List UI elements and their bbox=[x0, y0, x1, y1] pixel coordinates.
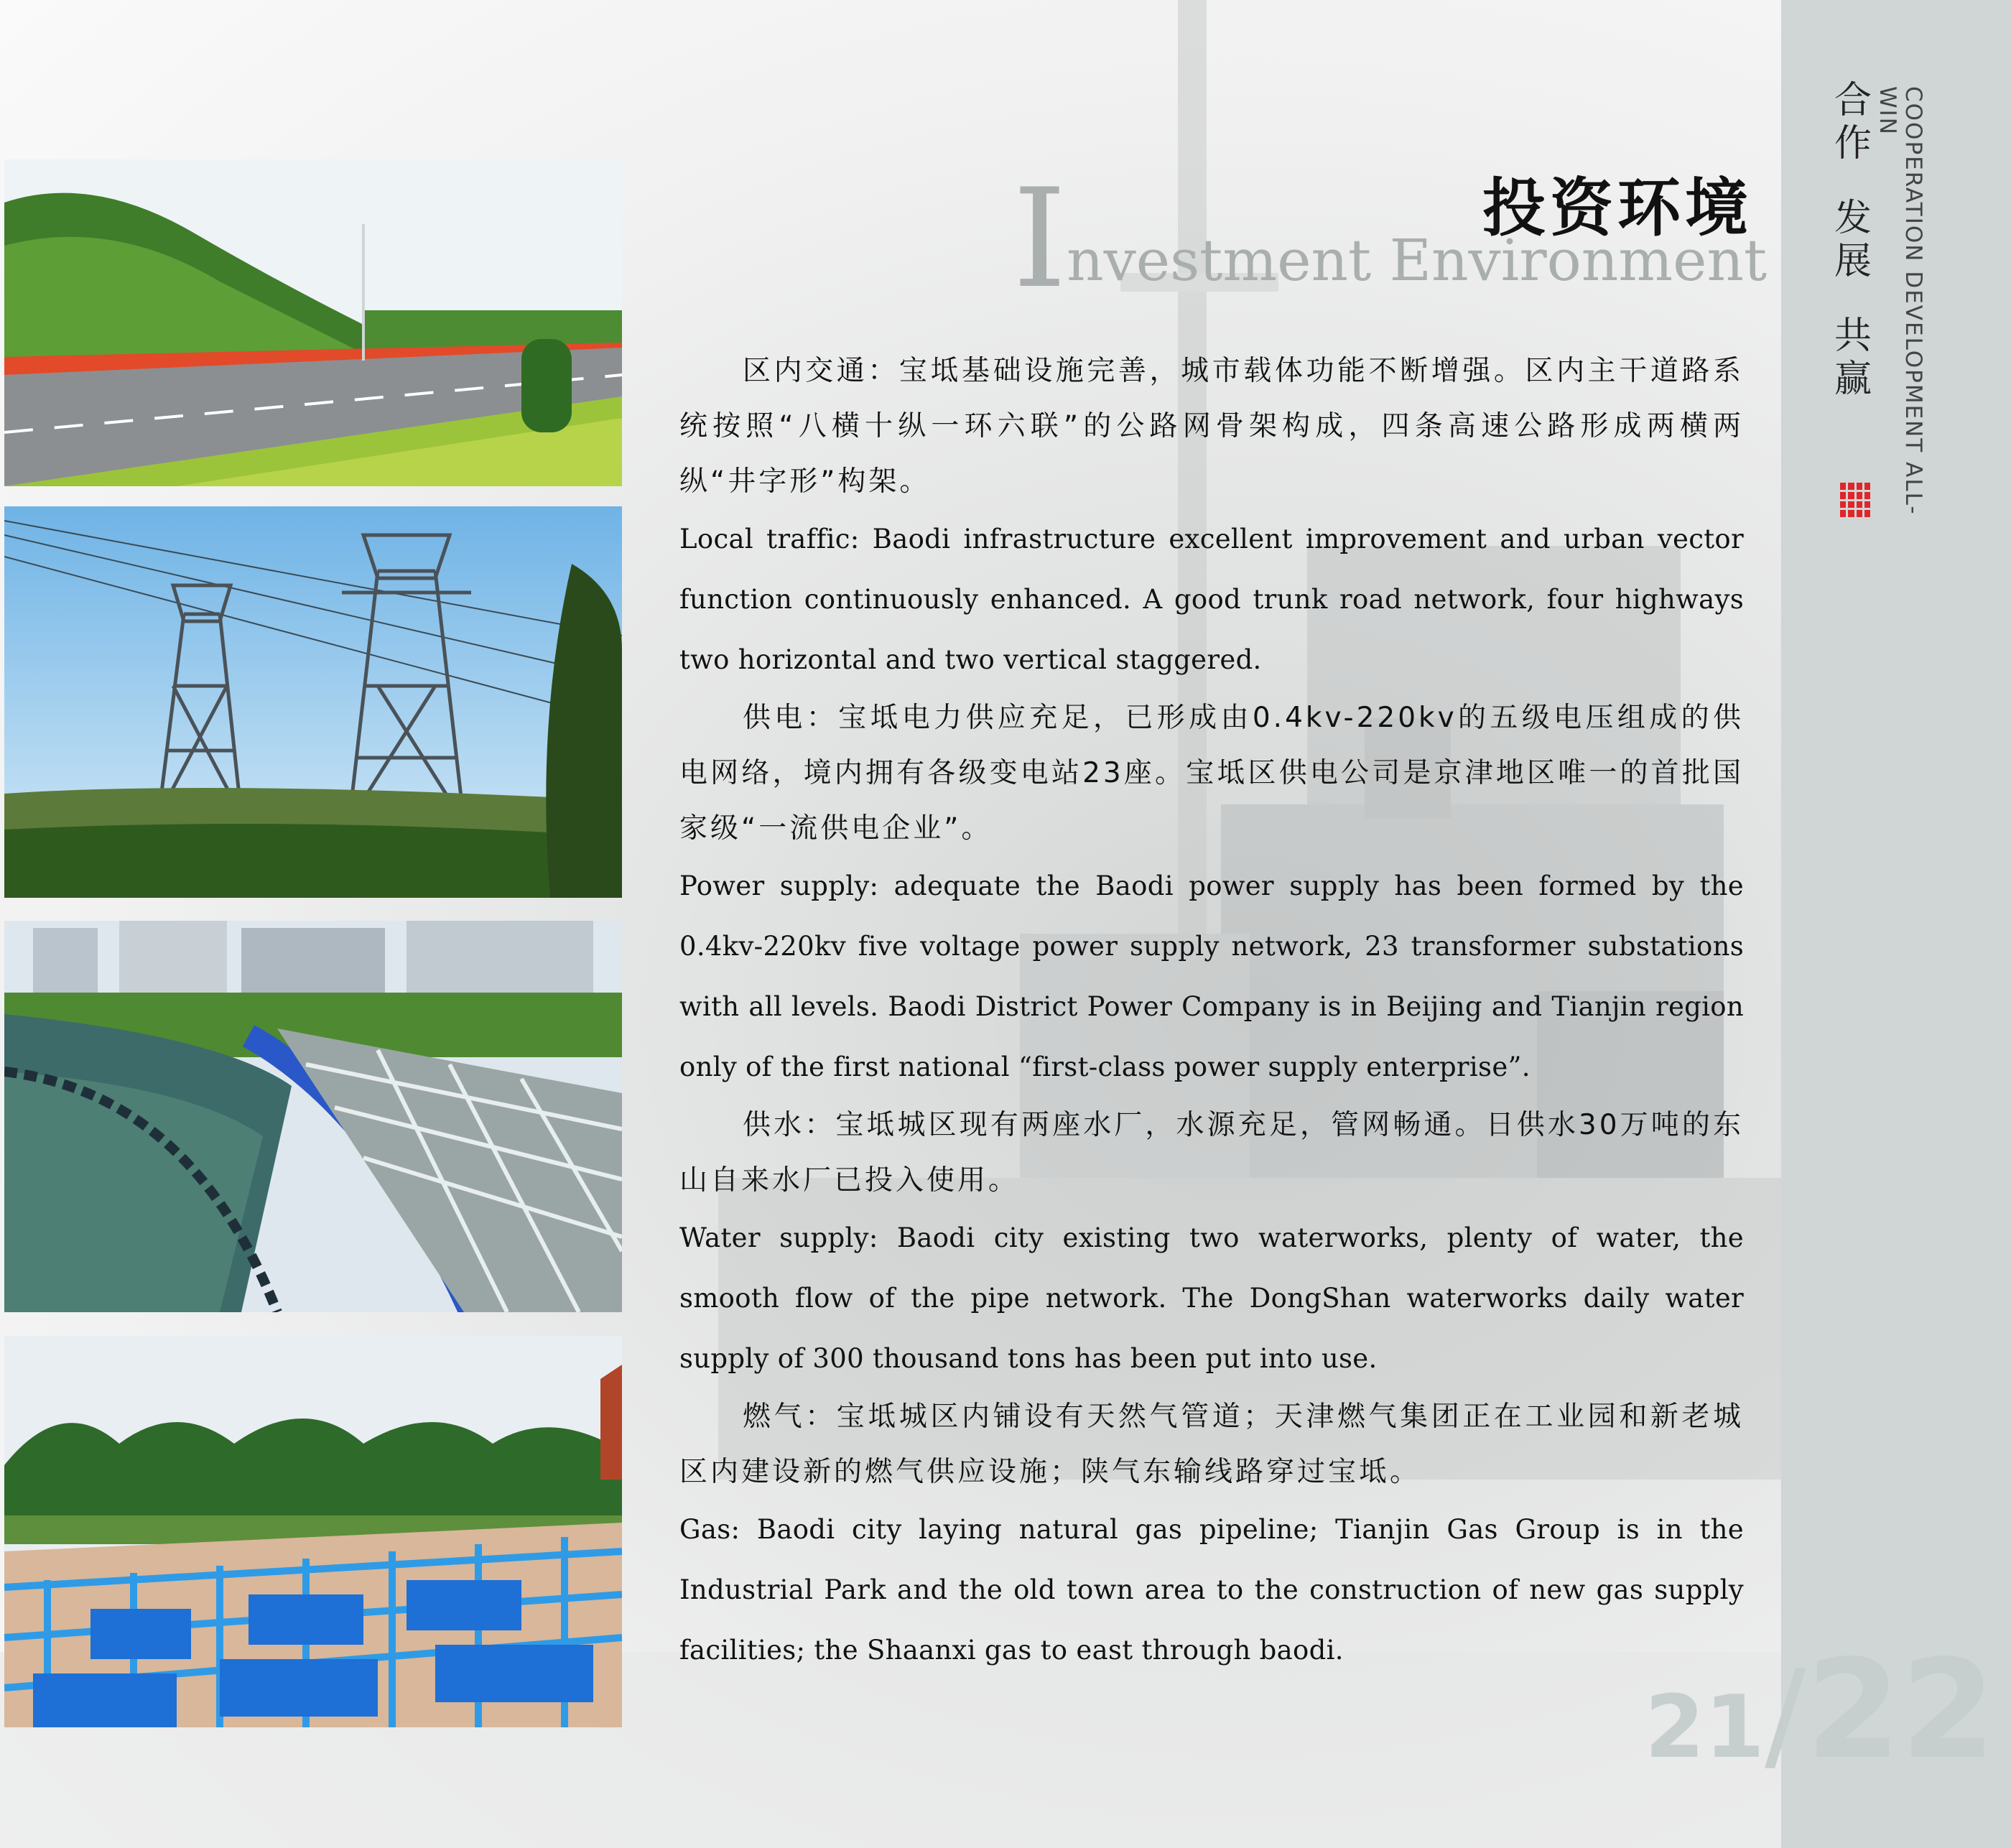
slogan-char: 展 bbox=[1834, 240, 1872, 283]
page-number bbox=[1645, 1630, 1996, 1789]
sidebar-slogan-cn bbox=[1830, 79, 1876, 401]
slogan-char: 合 bbox=[1834, 79, 1872, 122]
traffic-paragraph-cn: 区内交通：宝坻基础设施完善，城市载体功能不断增强。区内主干道路系统按照“八横十纵一环六联”的公路网骨架构成，四条高速公路形成两横两纵“井字形”构架。 bbox=[679, 355, 1744, 498]
page-title-en bbox=[1013, 159, 1788, 318]
title-initial: I bbox=[1013, 159, 1067, 318]
article-body bbox=[679, 343, 1744, 1681]
gas-paragraph-cn: 燃气：宝坻城区内铺设有天然气管道；天津燃气集团正在工业园和新老城区内建设新的燃气供应设施；陕气东输线路穿过宝坻。 bbox=[679, 1401, 1744, 1488]
slogan-char: 赢 bbox=[1834, 358, 1872, 401]
power-tower-photo bbox=[4, 506, 622, 898]
power-paragraph-cn: 供电：宝坻电力供应充足，已形成由0.4kv-220kv的五级电压组成的供电网络，境内拥有各级变电站23座。宝坻区供电公司是京津地区唯一的首批国家级“一流供电企业”。 bbox=[679, 702, 1744, 845]
page-number-right: 22 bbox=[1806, 1630, 1996, 1789]
red-grid-icon bbox=[1840, 483, 1870, 517]
page-number-left: 21 bbox=[1645, 1678, 1765, 1778]
slogan-char: 发 bbox=[1834, 197, 1872, 240]
slogan-char: 共 bbox=[1834, 315, 1872, 358]
page-title-cn: 投资环境 bbox=[1482, 171, 1752, 245]
gas-plant-photo bbox=[4, 1336, 622, 1727]
title-rest: nvestment Environment bbox=[1067, 227, 1768, 294]
sidebar-slogan-en: COOPERATION DEVELOPMENT ALL-WIN bbox=[1875, 86, 1926, 516]
slogan-char: 作 bbox=[1834, 122, 1872, 165]
gas-paragraph-en: Gas: Baodi city laying natural gas pipeline; Tianjin Gas Group is in the Industrial Park and the old town area to the construction of new gas supply facilities; the Shaanxi gas to east through baodi. bbox=[679, 1514, 1744, 1666]
page-number-separator: / bbox=[1765, 1644, 1806, 1786]
power-paragraph-en: Power supply: adequate the Baodi power supply has been formed by the 0.4kv-220kv five voltage power supply network, 23 transformer substations with all levels. Baodi District Power Company is in Beijing and Tianjin region only of the first national “first-class power supply enterprise”. bbox=[679, 870, 1744, 1082]
water-paragraph-cn: 供水：宝坻城区现有两座水厂，水源充足，管网畅通。日供水30万吨的东山自来水厂已投入使用。 bbox=[679, 1109, 1744, 1197]
waterworks-photo bbox=[4, 921, 622, 1312]
water-paragraph-en: Water supply: Baodi city existing two waterworks, plenty of water, the smooth flow of the pipe network. The DongShan waterworks daily water supply of 300 thousand tons has been put into use. bbox=[679, 1222, 1744, 1374]
highway-photo bbox=[4, 159, 622, 486]
traffic-paragraph-en: Local traffic: Baodi infrastructure excellent improvement and urban vector function continuously enhanced. A good trunk road network, four highways two horizontal and two vertical staggered. bbox=[679, 524, 1744, 675]
